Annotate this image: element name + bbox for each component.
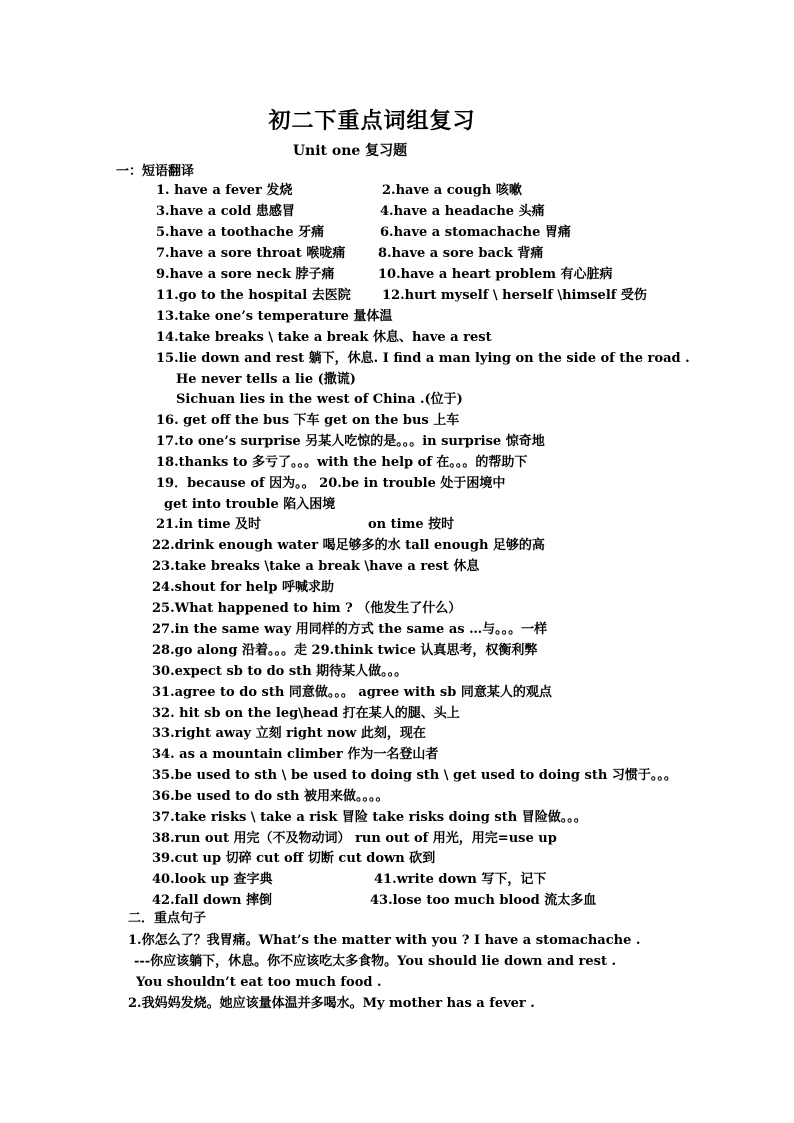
phrase-line (0, 243, 794, 264)
phrase-text: 13.take one’s temperature 量体温 (156, 309, 393, 324)
phrase-line (0, 807, 794, 828)
phrase-line (0, 556, 794, 577)
phrase-line (0, 369, 794, 390)
phrase-text: 16. get off the bus 下车 get on the bus 上车 (156, 413, 460, 428)
phrase-line (0, 619, 794, 640)
phrase-line (0, 848, 794, 869)
phrase-text: 9.have a sore neck 脖子痛 (156, 267, 335, 282)
phrase-text: 19．because of 因为。。 20.be in trouble 处于困境中 (156, 476, 506, 491)
phrase-text: 21.in time 及时 (156, 517, 262, 532)
phrase-text: 39.cut up 切碎 cut off 切断 cut down 砍到 (152, 851, 436, 866)
phrase-text: You shouldn’t eat too much food . (136, 975, 382, 990)
phrase-line (0, 180, 794, 201)
phrase-line (0, 951, 794, 972)
phrase-line (0, 348, 794, 369)
phrase-line (0, 703, 794, 724)
phrase-text: 14.take breaks \ take a break 休息、have a rest (156, 330, 492, 345)
phrase-text: ---你应该躺下，休息。你不应该吃太多食物。You should lie down and rest . (134, 954, 617, 969)
phrase-line (0, 993, 794, 1014)
phrase-line (0, 869, 794, 890)
phrase-text: 17.to one’s surprise 另某人吃惊的是。。。in surprise 惊奇地 (156, 434, 545, 449)
phrase-text: 27.in the same way 用同样的方式 the same as …与。。。一样 (152, 622, 548, 637)
phrase-text: 25.What happened to him ? （他发生了什么） (152, 601, 462, 616)
phrase-line (0, 264, 794, 285)
phrase-text: 7.have a sore throat 喉咙痛 (156, 246, 346, 261)
phrase-line (0, 494, 794, 515)
phrase-line (0, 201, 794, 222)
phrase-text: 32. hit sb on the leg\head 打在某人的腿、头上 (152, 706, 460, 721)
phrase-line (0, 661, 794, 682)
phrase-text: 36.be used to do sth 被用来做。。。。 (152, 789, 389, 804)
phrase-line (0, 285, 794, 306)
phrase-text: 2.我妈妈发烧。她应该量体温并多喝水。My mother has a fever . (128, 996, 535, 1011)
phrase-line (0, 723, 794, 744)
phrase-text: 33.right away 立刻 right now 此刻，现在 (152, 726, 426, 741)
phrase-line (0, 682, 794, 703)
phrase-line (0, 598, 794, 619)
phrase-line (0, 327, 794, 348)
phrase-text: He never tells a lie (撒谎) (176, 372, 356, 387)
phrase-line (0, 306, 794, 327)
page-title: 初二下重点词组复习 (268, 108, 476, 134)
phrase-text: 24.shout for help 呼喊求助 (152, 580, 334, 595)
page-subtitle: Unit one 复习题 (292, 143, 408, 159)
phrase-line (0, 640, 794, 661)
phrase-text: 18.thanks to 多亏了。。。with the help of 在。。。的帮助下 (156, 455, 528, 470)
phrase-text-second: 6.have a stomachache 胃痛 (380, 225, 571, 240)
phrase-line (0, 473, 794, 494)
phrase-line (0, 161, 794, 182)
phrase-line (0, 389, 794, 410)
phrase-line (0, 452, 794, 473)
phrase-line (0, 908, 794, 929)
phrase-text: 15.lie down and rest 躺下，休息. I find a man lying on the side of the road . (156, 351, 690, 366)
phrase-text: 40.look up 查字典 (152, 872, 273, 887)
phrase-line (0, 514, 794, 535)
phrase-text-second: 8.have a sore back 背痛 (378, 246, 544, 261)
phrase-text-second: 4.have a headache 头痛 (380, 204, 545, 219)
phrase-text-second: 10.have a heart problem 有心脏病 (378, 267, 613, 282)
phrase-text: get into trouble 陷入困境 (164, 497, 336, 512)
phrase-text: 23.take breaks \take a break \have a rest 休息 (152, 559, 480, 574)
phrase-text: 11.go to the hospital 去医院 (156, 288, 351, 303)
phrase-line (0, 431, 794, 452)
phrase-text: 二．重点句子 (128, 911, 207, 926)
phrase-line (0, 535, 794, 556)
phrase-text-second: 2.have a cough 咳嗽 (382, 183, 522, 198)
phrase-line (0, 577, 794, 598)
phrase-text: 30.expect sb to do sth 期待某人做。。。 (152, 664, 408, 679)
phrase-text-second: 41.write down 写下，记下 (374, 872, 547, 887)
phrase-text: 34. as a mountain climber 作为一名登山者 (152, 747, 439, 762)
phrase-line (0, 765, 794, 786)
phrase-text: 28.go along 沿着。。。走 29.think twice 认真思考，权衡利弊 (152, 643, 538, 658)
phrase-text: 38.run out 用完（不及物动词） run out of 用光，用完=use up (152, 831, 557, 846)
phrase-text: Sichuan lies in the west of China .(位于) (176, 392, 463, 407)
phrase-line (0, 828, 794, 849)
phrase-line (0, 972, 794, 993)
phrase-line (0, 786, 794, 807)
phrase-text: 22.drink enough water 喝足够多的水 tall enough 足够的高 (152, 538, 545, 553)
phrase-text: 31.agree to do sth 同意做。。。 agree with sb 同意某人的观点 (152, 685, 552, 700)
phrase-line (0, 410, 794, 431)
phrase-text: 35.be used to sth \ be used to doing sth \ get used to doing sth 习惯于。。。 (152, 768, 677, 783)
phrase-text: 一：短语翻译 (116, 164, 195, 179)
phrase-text: 3.have a cold 患感冒 (156, 204, 295, 219)
phrase-text: 5.have a toothache 牙痛 (156, 225, 325, 240)
phrase-line (0, 744, 794, 765)
phrase-text: 42.fall down 摔倒 (152, 893, 272, 908)
phrase-text-second: 12.hurt myself \ herself \himself 受伤 (382, 288, 647, 303)
phrase-text-second: 43.lose too much blood 流太多血 (370, 893, 597, 908)
phrase-text: 1. have a fever 发烧 (156, 183, 293, 198)
phrase-line (0, 222, 794, 243)
phrase-text: 37.take risks \ take a risk 冒险 take risks doing sth 冒险做。。。 (152, 810, 587, 825)
phrase-text-second: on time 按时 (368, 517, 455, 532)
phrase-line (0, 930, 794, 951)
phrase-text: 1.你怎么了？我胃痛。What’s the matter with you ? I have a stomachache . (128, 933, 641, 948)
